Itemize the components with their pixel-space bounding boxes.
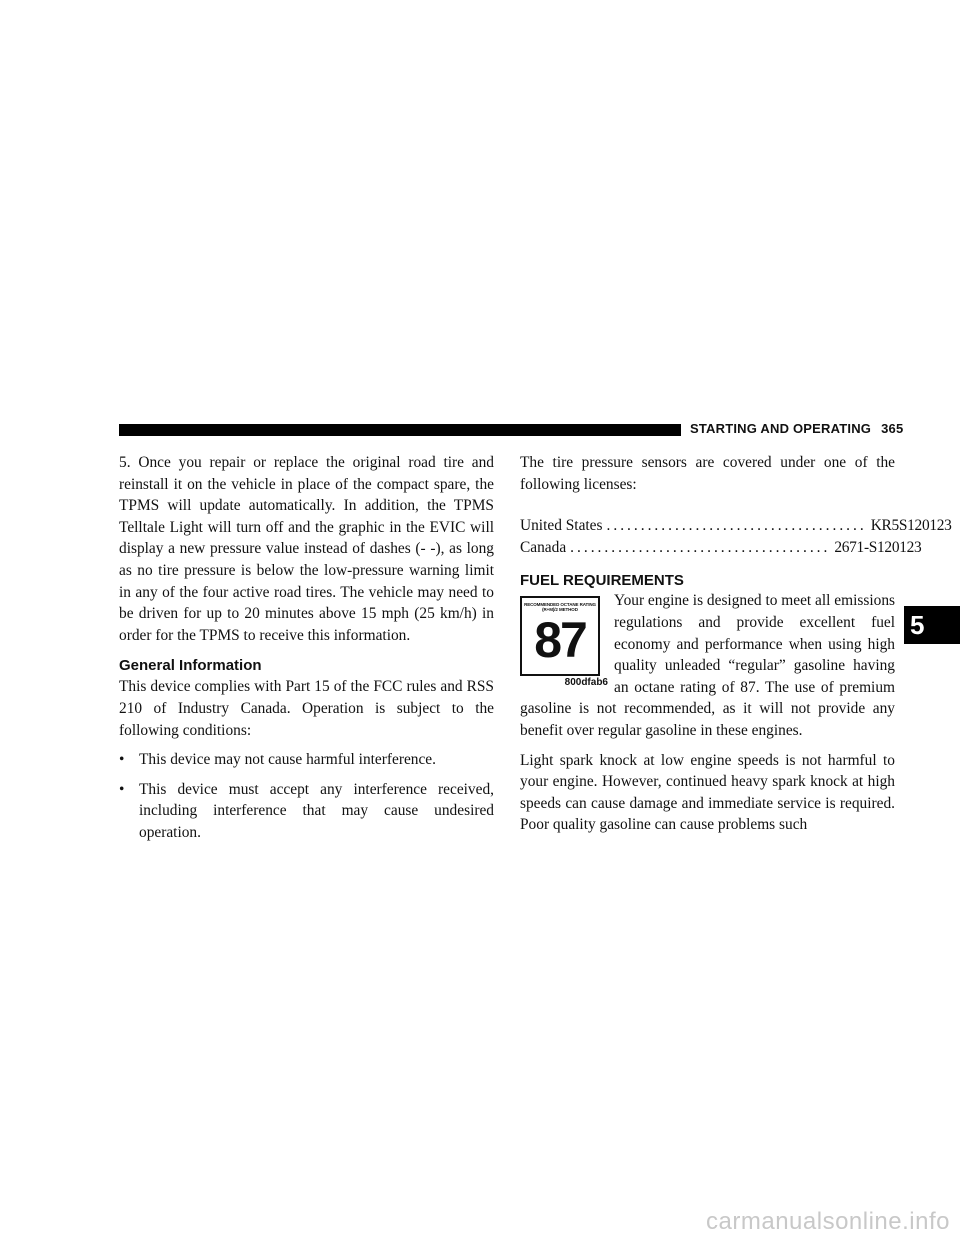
license-country: United States [520, 517, 603, 535]
general-information-heading: General Information [119, 657, 262, 675]
section-title: STARTING AND OPERATING [690, 421, 872, 436]
octane-label [520, 596, 600, 676]
bullet-icon: • [119, 751, 125, 769]
fuel-section [520, 590, 895, 741]
octane-label-figure [520, 596, 608, 689]
list-item [119, 779, 494, 844]
fuel-body: Your engine is designed to meet all emissions regulations and provide excellent fuel economy and performance when using high quality unleaded “regular” gasoline having an octane rating of 87. The use of premium gasoline is not recommended, as it will not provide any benefit over regular gasoline in these engines. [520, 592, 895, 739]
header-rule [119, 424, 681, 436]
general-information-body: This device complies with Part 15 of the FCC rules and RSS 210 of Industry Canada. Operation is subject to the following conditions: [119, 678, 494, 739]
bullet-icon: • [119, 780, 125, 798]
license-country: Canada [520, 538, 567, 556]
bullet-text: This device must accept any interference received, including interference that may cause undesired operation. [139, 780, 494, 841]
bullet-text: This device may not cause harmful interference. [139, 751, 436, 769]
leader-dots: ...................................... [606, 517, 867, 535]
license-code: 2671-S120123 [834, 538, 922, 556]
page-number: 365 [881, 421, 904, 436]
license-list [520, 515, 952, 558]
step-5-paragraph: 5. Once you repair or replace the original road tire and reinstall it on the vehicle in place of the compact spare, the TPMS will update automatically. In addition, the TPMS Telltale Light will turn off and the graphic in the EVIC will display a new pressure value instead of dashes (- -), as long as no tire pressure is below the low-pressure warning limit in any of the four active road tires. The vehicle may need to be driven for up to 20 minutes above 15 mph (25 km/h) in order for the TPMS to receive this information. [119, 454, 494, 644]
octane-label-line2: (R+M)/2 METHOD [542, 607, 578, 613]
leader-dots: ...................................... [570, 538, 831, 556]
octane-rating: 87 [534, 612, 586, 669]
running-header [690, 421, 904, 436]
left-column [119, 452, 494, 844]
chapter-tab: 5 [904, 606, 960, 644]
fuel-requirements-heading: FUEL REQUIREMENTS [520, 572, 684, 590]
license-code: KR5S120123 [870, 517, 952, 535]
license-row [520, 537, 922, 559]
license-row [520, 515, 952, 537]
sensors-intro: The tire pressure sensors are covered under one of the following licenses: [520, 454, 895, 493]
figure-id: 800dfab6 [564, 677, 608, 689]
watermark: carmanualsonline.info [706, 1208, 950, 1235]
list-item [119, 749, 494, 771]
right-column [520, 452, 952, 836]
spark-knock-paragraph: Light spark knock at low engine speeds is not harmful to your engine. However, continued heavy spark knock at high speeds can cause damage and immediate service is required. Poor quality gasoline can cause problems such [520, 751, 895, 834]
octane-label-line1: RECOMMENDED OCTANE RATING [524, 602, 596, 608]
